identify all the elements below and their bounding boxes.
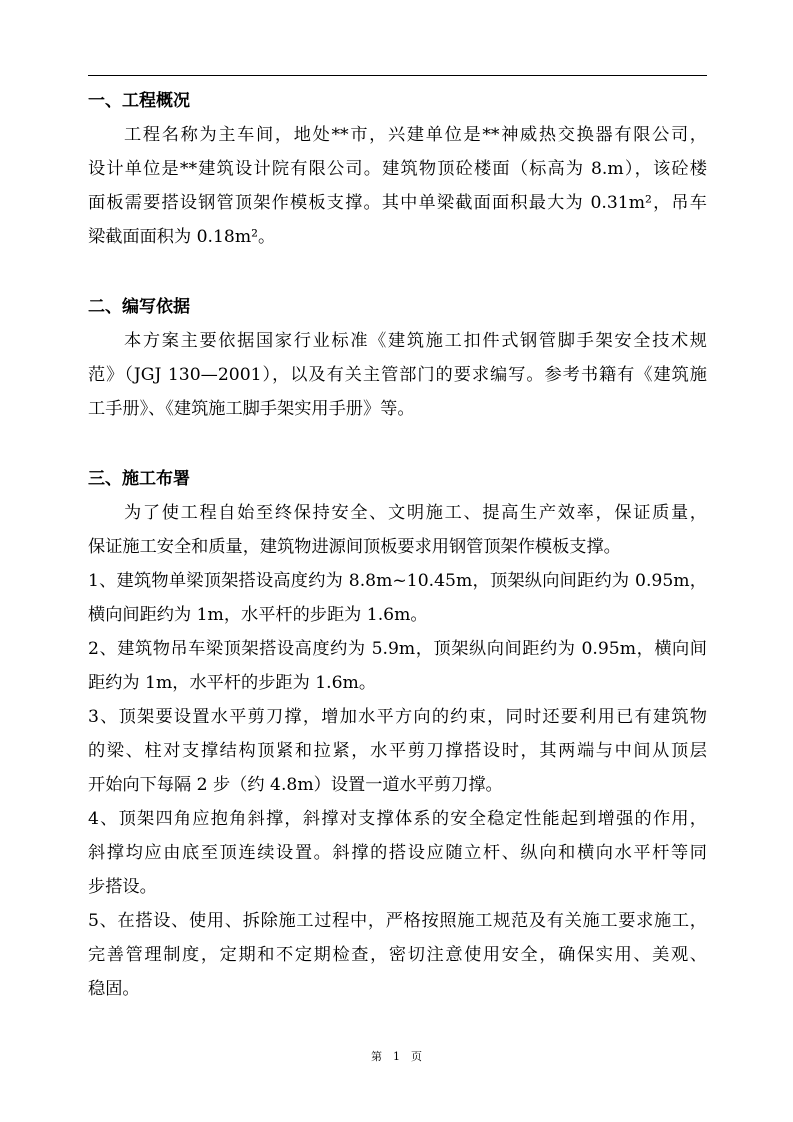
text-line: 工手册》、《建筑施工脚手架实用手册》等。 — [88, 399, 415, 419]
text-line: 完善管理制度，定期和不定期检查，密切注意使用安全，确保实用、美观、 — [88, 945, 707, 965]
text-line: 本方案主要依据国家行业标准《建筑施工扣件式钢管脚手架安全技术规 — [124, 331, 707, 351]
text-line: 面板需要搭设钢管顶架作模板支撑。其中单梁截面面积最大为 0.31m²，吊车 — [88, 193, 707, 213]
section-heading: 一、工程概况 — [88, 91, 190, 111]
text-line: 设计单位是**建筑设计院有限公司。建筑物顶砼楼面（标高为 8.m），该砼楼 — [88, 159, 707, 179]
text-line: 范》（JGJ 130—2001），以及有关主管部门的要求编写。参考书籍有《建筑施 — [88, 365, 707, 385]
text-line: 3、顶架要设置水平剪刀撑，增加水平方向的约束，同时还要利用已有建筑物 — [88, 707, 707, 727]
text-line: 稳固。 — [88, 979, 140, 999]
section-gap — [88, 254, 707, 290]
text-line: 2、建筑物吊车梁顶架搭设高度约为 5.9m，顶架纵向间距约为 0.95m，横向间 — [88, 639, 707, 659]
text-line: 步搭设。 — [88, 877, 157, 897]
paragraph — [88, 802, 707, 904]
text-line: 梁截面面积为 0.18m²。 — [88, 227, 276, 247]
paragraph — [88, 324, 707, 426]
text-line: 斜撑均应由底至顶连续设置。斜撑的搭设应随立杆、纵向和横向水平杆等同 — [88, 843, 707, 863]
paragraph — [88, 118, 707, 254]
document-body — [88, 84, 707, 1006]
text-line: 保证施工安全和质量，建筑物进源间顶板要求用钢管顶架作模板支撑。 — [88, 537, 621, 557]
paragraph — [88, 700, 707, 802]
text-line: 的梁、柱对支撑结构顶紧和拉紧，水平剪刀撑搭设时，其两端与中间从顶层 — [88, 741, 707, 761]
paragraph — [88, 496, 707, 564]
section-gap — [88, 426, 707, 462]
text-line: 为了使工程自始至终保持安全、文明施工、提高生产效率，保证质量， — [124, 503, 707, 523]
text-line: 1、建筑物单梁顶架搭设高度约为 8.8m~10.45m，顶架纵向间距约为 0.95m， — [88, 571, 707, 591]
paragraph — [88, 632, 707, 700]
text-line: 开始向下每隔 2 步（约 4.8m）设置一道水平剪刀撑。 — [88, 775, 503, 795]
text-line: 横向间距约为 1m，水平杆的步距为 1.6m。 — [88, 605, 428, 625]
text-line: 距约为 1m，水平杆的步距为 1.6m。 — [88, 673, 377, 693]
text-line: 5、在搭设、使用、拆除施工过程中，严格按照施工规范及有关施工要求施工， — [88, 911, 707, 931]
text-line: 工程名称为主车间，地处**市，兴建单位是**神威热交换器有限公司， — [124, 125, 707, 145]
section-heading: 二、编写依据 — [88, 297, 190, 317]
paragraph — [88, 564, 707, 632]
page-number: 第 1 页 — [371, 1050, 422, 1063]
paragraph — [88, 904, 707, 1006]
section-heading: 三、施工布署 — [88, 469, 190, 489]
header-rule — [88, 75, 707, 76]
text-line: 4、顶架四角应抱角斜撑，斜撑对支撑体系的安全稳定性能起到增强的作用， — [88, 809, 707, 829]
